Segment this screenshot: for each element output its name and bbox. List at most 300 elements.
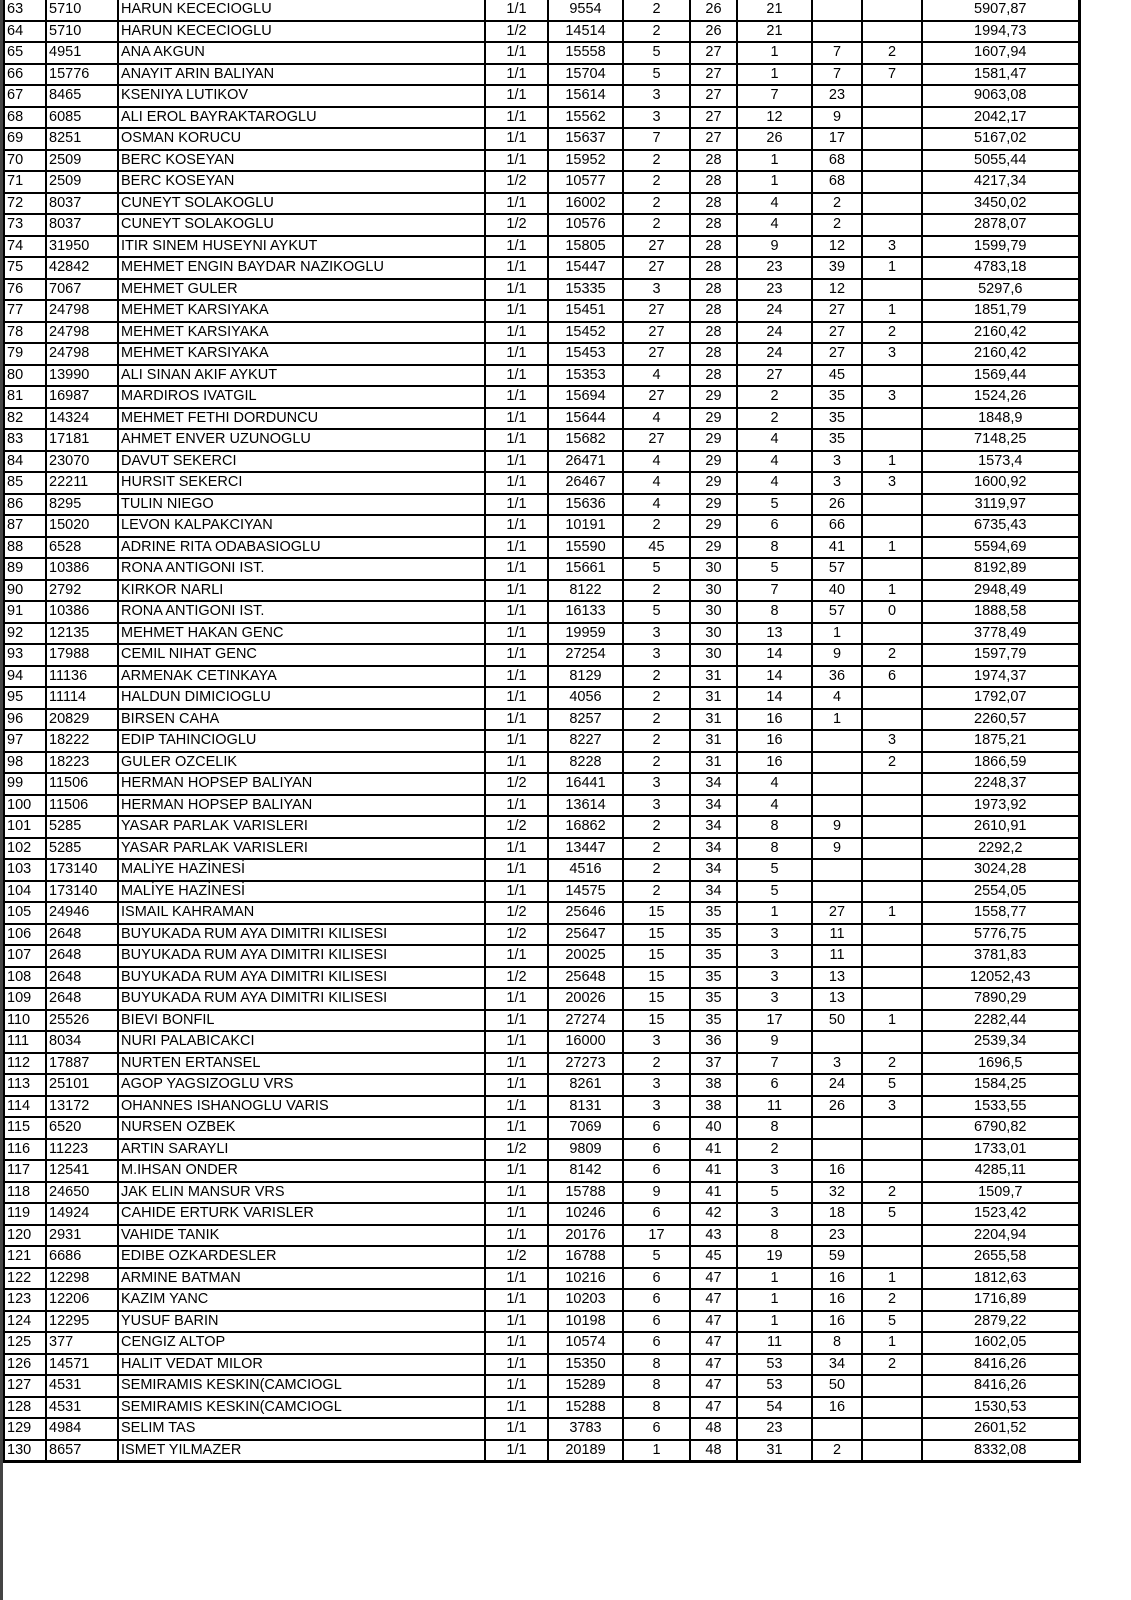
cell-b: 29 <box>690 386 737 408</box>
cell-share: 1/1 <box>485 300 548 322</box>
table-row <box>4 21 1079 43</box>
cell-name: ARTIN SARAYLI <box>118 1139 485 1161</box>
cell-c: 14 <box>737 644 812 666</box>
cell-a: 27 <box>623 386 690 408</box>
cell-share: 1/1 <box>485 1225 548 1247</box>
cell-e <box>862 365 922 387</box>
cell-amount: 1848,9 <box>922 408 1079 430</box>
cell-no: 74 <box>4 236 46 258</box>
cell-no: 121 <box>4 1246 46 1268</box>
cell-no: 94 <box>4 666 46 688</box>
cell-amount: 7148,25 <box>922 429 1079 451</box>
table-row <box>4 1225 1079 1247</box>
cell-a: 15 <box>623 924 690 946</box>
cell-id: 10386 <box>46 558 118 580</box>
cell-share: 1/2 <box>485 902 548 924</box>
cell-name: ISMAIL KAHRAMAN <box>118 902 485 924</box>
cell-no: 114 <box>4 1096 46 1118</box>
cell-b: 31 <box>690 709 737 731</box>
cell-id: 14324 <box>46 408 118 430</box>
cell-parcel: 20025 <box>548 945 623 967</box>
cell-name: MEHMET FETHI DORDUNCU <box>118 408 485 430</box>
cell-c: 53 <box>737 1375 812 1397</box>
cell-share: 1/1 <box>485 343 548 365</box>
cell-d: 68 <box>812 150 862 172</box>
cell-amount: 9063,08 <box>922 85 1079 107</box>
cell-parcel: 15952 <box>548 150 623 172</box>
cell-d <box>812 1418 862 1440</box>
cell-no: 80 <box>4 365 46 387</box>
cell-b: 35 <box>690 902 737 924</box>
cell-amount: 1974,37 <box>922 666 1079 688</box>
cell-a: 3 <box>623 644 690 666</box>
cell-id: 8251 <box>46 128 118 150</box>
cell-no: 128 <box>4 1397 46 1419</box>
cell-e: 3 <box>862 236 922 258</box>
cell-b: 29 <box>690 494 737 516</box>
cell-a: 6 <box>623 1418 690 1440</box>
cell-e <box>862 193 922 215</box>
cell-name: BUYUKADA RUM AYA DIMITRI KILISESI <box>118 967 485 989</box>
cell-id: 2792 <box>46 580 118 602</box>
cell-a: 2 <box>623 881 690 903</box>
cell-a: 3 <box>623 623 690 645</box>
cell-share: 1/2 <box>485 21 548 43</box>
cell-c: 1 <box>737 64 812 86</box>
cell-b: 29 <box>690 451 737 473</box>
cell-share: 1/1 <box>485 1397 548 1419</box>
cell-b: 30 <box>690 644 737 666</box>
cell-a: 4 <box>623 451 690 473</box>
cell-e: 5 <box>862 1074 922 1096</box>
cell-e: 3 <box>862 472 922 494</box>
cell-amount: 1530,53 <box>922 1397 1079 1419</box>
cell-e <box>862 408 922 430</box>
cell-id: 10386 <box>46 601 118 623</box>
cell-a: 15 <box>623 945 690 967</box>
cell-no: 70 <box>4 150 46 172</box>
cell-b: 26 <box>690 21 737 43</box>
cell-name: MEHMET HAKAN GENC <box>118 623 485 645</box>
cell-parcel: 20026 <box>548 988 623 1010</box>
cell-share: 1/2 <box>485 1139 548 1161</box>
cell-a: 8 <box>623 1397 690 1419</box>
cell-id: 8037 <box>46 214 118 236</box>
cell-e <box>862 816 922 838</box>
cell-id: 2648 <box>46 988 118 1010</box>
cell-e: 2 <box>862 1354 922 1376</box>
cell-no: 105 <box>4 902 46 924</box>
cell-amount: 1533,55 <box>922 1096 1079 1118</box>
table-row <box>4 537 1079 559</box>
cell-share: 1/1 <box>485 687 548 709</box>
cell-e <box>862 515 922 537</box>
cell-share: 1/1 <box>485 494 548 516</box>
cell-c: 1 <box>737 902 812 924</box>
cell-e <box>862 1031 922 1053</box>
cell-b: 37 <box>690 1053 737 1075</box>
cell-parcel: 15288 <box>548 1397 623 1419</box>
cell-a: 2 <box>623 21 690 43</box>
cell-name: JAK ELIN MANSUR VRS <box>118 1182 485 1204</box>
cell-d: 3 <box>812 472 862 494</box>
cell-id: 13172 <box>46 1096 118 1118</box>
cell-id: 6085 <box>46 107 118 129</box>
cell-share: 1/1 <box>485 429 548 451</box>
cell-amount: 1973,92 <box>922 795 1079 817</box>
cell-e <box>862 1139 922 1161</box>
cell-d: 9 <box>812 644 862 666</box>
cell-b: 27 <box>690 85 737 107</box>
cell-name: MALİYE HAZİNESİ <box>118 859 485 881</box>
cell-parcel: 8122 <box>548 580 623 602</box>
cell-id: 8037 <box>46 193 118 215</box>
cell-name: RONA ANTIGONI IST. <box>118 558 485 580</box>
cell-name: CEMIL NIHAT GENC <box>118 644 485 666</box>
table-row <box>4 1354 1079 1376</box>
table-row <box>4 343 1079 365</box>
cell-b: 30 <box>690 580 737 602</box>
cell-e <box>862 558 922 580</box>
cell-share: 1/1 <box>485 537 548 559</box>
cell-e <box>862 279 922 301</box>
cell-d <box>812 859 862 881</box>
cell-d: 27 <box>812 300 862 322</box>
cell-name: MEHMET KARSIYAKA <box>118 322 485 344</box>
cell-amount: 1696,5 <box>922 1053 1079 1075</box>
cell-c: 1 <box>737 1311 812 1333</box>
cell-share: 1/1 <box>485 0 548 21</box>
cell-id: 23070 <box>46 451 118 473</box>
cell-no: 82 <box>4 408 46 430</box>
cell-amount: 1875,21 <box>922 730 1079 752</box>
cell-no: 83 <box>4 429 46 451</box>
table-row <box>4 1182 1079 1204</box>
cell-d: 34 <box>812 1354 862 1376</box>
cell-c: 7 <box>737 85 812 107</box>
cell-name: BIRSEN CAHA <box>118 709 485 731</box>
cell-parcel: 20189 <box>548 1440 623 1462</box>
cell-b: 28 <box>690 214 737 236</box>
cell-name: BERC KOSEYAN <box>118 150 485 172</box>
cell-e: 6 <box>862 666 922 688</box>
cell-amount: 1994,73 <box>922 21 1079 43</box>
table-row <box>4 623 1079 645</box>
cell-parcel: 10216 <box>548 1268 623 1290</box>
cell-a: 2 <box>623 859 690 881</box>
cell-no: 100 <box>4 795 46 817</box>
cell-no: 125 <box>4 1332 46 1354</box>
table-row <box>4 0 1079 21</box>
cell-d: 23 <box>812 1225 862 1247</box>
cell-b: 41 <box>690 1160 737 1182</box>
property-ledger-table <box>3 0 1081 1463</box>
table-row <box>4 1375 1079 1397</box>
cell-amount: 1888,58 <box>922 601 1079 623</box>
cell-name: ANA AKGUN <box>118 42 485 64</box>
table-row <box>4 988 1079 1010</box>
cell-e: 5 <box>862 1203 922 1225</box>
cell-share: 1/2 <box>485 214 548 236</box>
table-row <box>4 300 1079 322</box>
cell-amount: 1602,05 <box>922 1332 1079 1354</box>
cell-id: 2648 <box>46 967 118 989</box>
cell-name: MEHMET GULER <box>118 279 485 301</box>
cell-e: 2 <box>862 1053 922 1075</box>
table-row <box>4 730 1079 752</box>
cell-share: 1/1 <box>485 193 548 215</box>
cell-parcel: 15335 <box>548 279 623 301</box>
cell-no: 88 <box>4 537 46 559</box>
cell-a: 6 <box>623 1203 690 1225</box>
cell-d: 13 <box>812 967 862 989</box>
cell-parcel: 8142 <box>548 1160 623 1182</box>
cell-parcel: 15451 <box>548 300 623 322</box>
cell-d: 23 <box>812 85 862 107</box>
cell-d: 8 <box>812 1332 862 1354</box>
cell-no: 98 <box>4 752 46 774</box>
cell-no: 113 <box>4 1074 46 1096</box>
cell-share: 1/1 <box>485 408 548 430</box>
cell-b: 30 <box>690 558 737 580</box>
cell-amount: 4217,34 <box>922 171 1079 193</box>
cell-no: 69 <box>4 128 46 150</box>
cell-no: 81 <box>4 386 46 408</box>
cell-c: 24 <box>737 322 812 344</box>
cell-name: ITIR SINEM HUSEYNI AYKUT <box>118 236 485 258</box>
cell-b: 34 <box>690 838 737 860</box>
cell-id: 15776 <box>46 64 118 86</box>
cell-amount: 1597,79 <box>922 644 1079 666</box>
cell-a: 2 <box>623 0 690 21</box>
cell-parcel: 8257 <box>548 709 623 731</box>
cell-b: 29 <box>690 515 737 537</box>
cell-share: 1/1 <box>485 838 548 860</box>
cell-id: 25526 <box>46 1010 118 1032</box>
cell-e: 3 <box>862 343 922 365</box>
table-row <box>4 1074 1079 1096</box>
cell-e: 3 <box>862 1096 922 1118</box>
cell-no: 71 <box>4 171 46 193</box>
table-row <box>4 322 1079 344</box>
cell-b: 26 <box>690 0 737 21</box>
cell-d: 16 <box>812 1289 862 1311</box>
cell-b: 47 <box>690 1311 737 1333</box>
cell-parcel: 10198 <box>548 1311 623 1333</box>
cell-no: 75 <box>4 257 46 279</box>
cell-share: 1/2 <box>485 773 548 795</box>
cell-e <box>862 795 922 817</box>
cell-no: 110 <box>4 1010 46 1032</box>
cell-b: 28 <box>690 171 737 193</box>
cell-a: 15 <box>623 988 690 1010</box>
cell-parcel: 16133 <box>548 601 623 623</box>
cell-e <box>862 1225 922 1247</box>
cell-a: 7 <box>623 128 690 150</box>
cell-no: 130 <box>4 1440 46 1462</box>
cell-no: 118 <box>4 1182 46 1204</box>
table-row <box>4 257 1079 279</box>
cell-no: 99 <box>4 773 46 795</box>
cell-no: 116 <box>4 1139 46 1161</box>
cell-a: 3 <box>623 1031 690 1053</box>
cell-parcel: 15452 <box>548 322 623 344</box>
table-row <box>4 709 1079 731</box>
table-row <box>4 1010 1079 1032</box>
cell-e <box>862 214 922 236</box>
cell-name: ARMENAK CETINKAYA <box>118 666 485 688</box>
cell-share: 1/1 <box>485 945 548 967</box>
cell-no: 115 <box>4 1117 46 1139</box>
cell-share: 1/2 <box>485 171 548 193</box>
cell-parcel: 13614 <box>548 795 623 817</box>
cell-name: SEMIRAMIS KESKIN(CAMCIOGL <box>118 1397 485 1419</box>
cell-id: 4951 <box>46 42 118 64</box>
cell-parcel: 15289 <box>548 1375 623 1397</box>
cell-share: 1/1 <box>485 795 548 817</box>
cell-amount: 5776,75 <box>922 924 1079 946</box>
cell-id: 11506 <box>46 795 118 817</box>
cell-amount: 4285,11 <box>922 1160 1079 1182</box>
table-row <box>4 795 1079 817</box>
cell-c: 4 <box>737 193 812 215</box>
cell-no: 129 <box>4 1418 46 1440</box>
cell-parcel: 16862 <box>548 816 623 838</box>
cell-b: 28 <box>690 343 737 365</box>
table-row <box>4 1139 1079 1161</box>
cell-parcel: 9809 <box>548 1139 623 1161</box>
cell-name: KAZIM YANC <box>118 1289 485 1311</box>
cell-b: 28 <box>690 193 737 215</box>
cell-e <box>862 773 922 795</box>
cell-no: 77 <box>4 300 46 322</box>
cell-d <box>812 795 862 817</box>
cell-e <box>862 967 922 989</box>
cell-no: 92 <box>4 623 46 645</box>
cell-name: TULIN NIEGO <box>118 494 485 516</box>
cell-parcel: 27274 <box>548 1010 623 1032</box>
cell-amount: 5594,69 <box>922 537 1079 559</box>
table-row <box>4 193 1079 215</box>
cell-a: 6 <box>623 1289 690 1311</box>
cell-a: 2 <box>623 171 690 193</box>
cell-e <box>862 623 922 645</box>
table-row <box>4 1332 1079 1354</box>
table-row <box>4 214 1079 236</box>
cell-share: 1/1 <box>485 1289 548 1311</box>
cell-parcel: 10574 <box>548 1332 623 1354</box>
cell-amount: 1558,77 <box>922 902 1079 924</box>
cell-d: 35 <box>812 429 862 451</box>
table-row <box>4 64 1079 86</box>
cell-e: 3 <box>862 386 922 408</box>
cell-c: 5 <box>737 859 812 881</box>
cell-no: 102 <box>4 838 46 860</box>
cell-parcel: 16002 <box>548 193 623 215</box>
cell-share: 1/1 <box>485 1440 548 1462</box>
cell-parcel: 15447 <box>548 257 623 279</box>
table-row <box>4 1246 1079 1268</box>
cell-c: 3 <box>737 967 812 989</box>
cell-parcel: 15562 <box>548 107 623 129</box>
cell-id: 8034 <box>46 1031 118 1053</box>
cell-e: 2 <box>862 644 922 666</box>
cell-c: 16 <box>737 752 812 774</box>
table-row <box>4 1268 1079 1290</box>
cell-id: 16987 <box>46 386 118 408</box>
cell-b: 35 <box>690 967 737 989</box>
cell-b: 28 <box>690 150 737 172</box>
cell-d: 16 <box>812 1397 862 1419</box>
cell-name: MEHMET KARSIYAKA <box>118 300 485 322</box>
cell-c: 8 <box>737 601 812 623</box>
cell-id: 17988 <box>46 644 118 666</box>
cell-a: 27 <box>623 343 690 365</box>
cell-id: 15020 <box>46 515 118 537</box>
cell-no: 112 <box>4 1053 46 1075</box>
cell-b: 28 <box>690 322 737 344</box>
cell-c: 4 <box>737 451 812 473</box>
table-row <box>4 1203 1079 1225</box>
cell-parcel: 10576 <box>548 214 623 236</box>
cell-c: 2 <box>737 1139 812 1161</box>
cell-name: HARUN KECECIOGLU <box>118 0 485 21</box>
cell-id: 12206 <box>46 1289 118 1311</box>
cell-parcel: 16788 <box>548 1246 623 1268</box>
cell-name: YASAR PARLAK VARISLERI <box>118 838 485 860</box>
cell-c: 13 <box>737 623 812 645</box>
cell-d: 18 <box>812 1203 862 1225</box>
cell-d: 32 <box>812 1182 862 1204</box>
cell-c: 6 <box>737 1074 812 1096</box>
cell-name: ADRINE RITA ODABASIOGLU <box>118 537 485 559</box>
cell-d: 27 <box>812 322 862 344</box>
cell-b: 38 <box>690 1074 737 1096</box>
cell-e <box>862 150 922 172</box>
cell-name: VAHIDE TANIK <box>118 1225 485 1247</box>
cell-amount: 1599,79 <box>922 236 1079 258</box>
cell-amount: 2655,58 <box>922 1246 1079 1268</box>
cell-d: 9 <box>812 816 862 838</box>
cell-b: 28 <box>690 279 737 301</box>
cell-b: 35 <box>690 924 737 946</box>
cell-a: 3 <box>623 279 690 301</box>
cell-id: 11114 <box>46 687 118 709</box>
cell-share: 1/1 <box>485 236 548 258</box>
cell-name: NURTEN ERTANSEL <box>118 1053 485 1075</box>
cell-amount: 2160,42 <box>922 343 1079 365</box>
cell-d: 11 <box>812 924 862 946</box>
cell-e <box>862 924 922 946</box>
cell-d: 45 <box>812 365 862 387</box>
cell-a: 3 <box>623 1074 690 1096</box>
cell-id: 24946 <box>46 902 118 924</box>
cell-c: 23 <box>737 257 812 279</box>
cell-b: 29 <box>690 429 737 451</box>
table-row <box>4 816 1079 838</box>
cell-id: 11136 <box>46 666 118 688</box>
cell-d: 17 <box>812 128 862 150</box>
cell-d: 4 <box>812 687 862 709</box>
cell-no: 119 <box>4 1203 46 1225</box>
cell-c: 8 <box>737 537 812 559</box>
cell-b: 34 <box>690 859 737 881</box>
cell-a: 6 <box>623 1139 690 1161</box>
cell-no: 73 <box>4 214 46 236</box>
cell-d <box>812 730 862 752</box>
cell-b: 35 <box>690 1010 737 1032</box>
cell-b: 31 <box>690 666 737 688</box>
